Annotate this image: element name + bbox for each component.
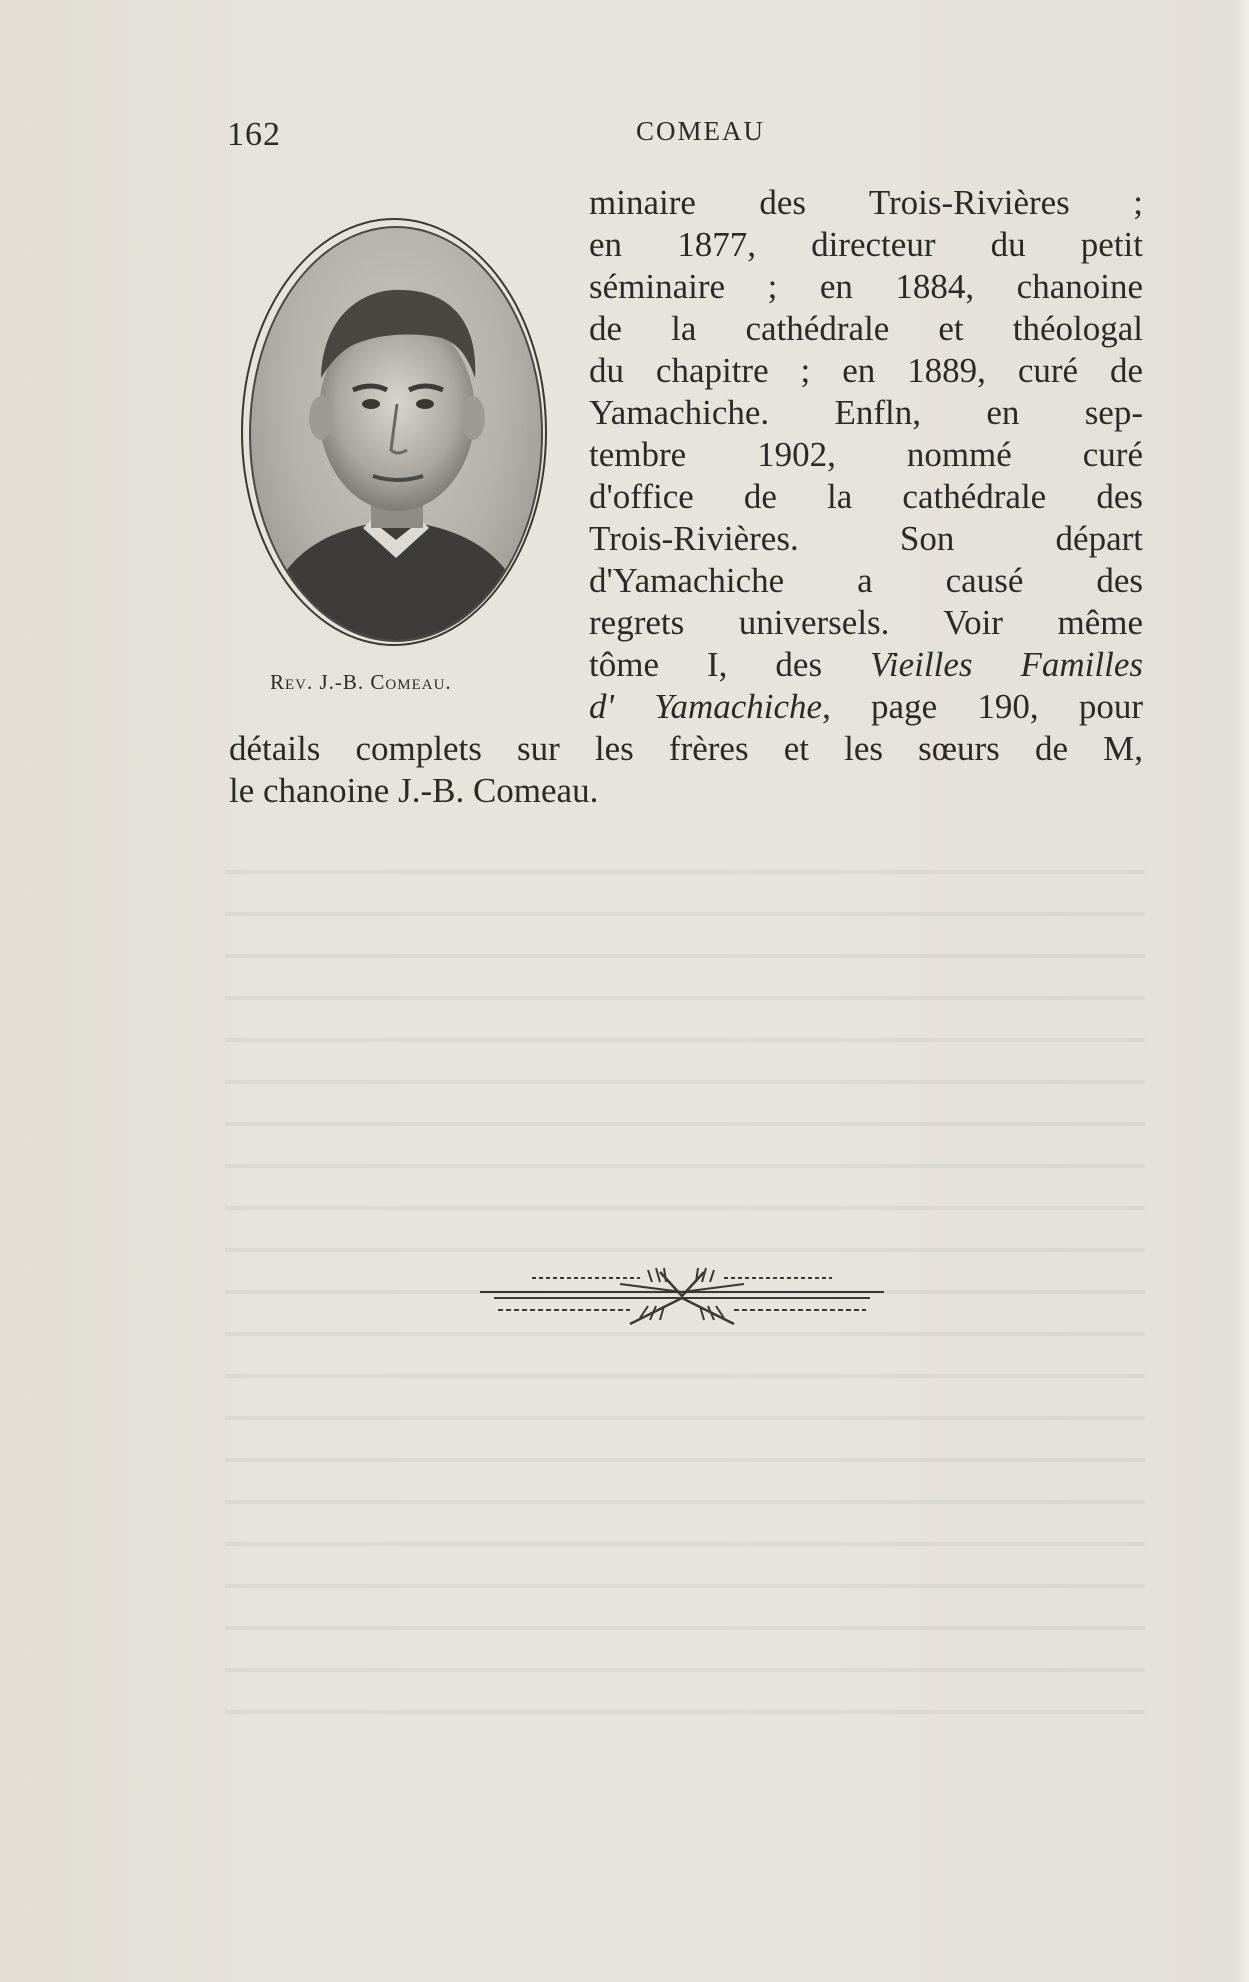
text-fragment: tôme I, des xyxy=(589,645,871,684)
portrait-caption: Rev. J.-B. Comeau. xyxy=(270,670,452,694)
portrait-frame xyxy=(241,218,547,646)
text-line: d'Yamachiche a causé des xyxy=(589,561,1143,600)
text-line-italic-title xyxy=(589,644,1143,686)
book-title-italic: d' Yamachiche xyxy=(589,687,823,726)
decorative-rule-ornament-icon xyxy=(480,1262,884,1334)
text-line: détails complets sur les frères et les sœurs de M, xyxy=(229,729,1143,768)
text-line: en 1877, directeur du petit xyxy=(589,225,1143,264)
text-line: Yamachiche. Enfln, en sep- xyxy=(589,393,1143,432)
portrait-illustration xyxy=(251,228,541,640)
page-number: 162 xyxy=(227,116,281,153)
text-line: séminaire ; en 1884, chanoine xyxy=(589,267,1143,306)
text-line-italic-title xyxy=(589,686,1143,728)
full-width-paragraph xyxy=(229,728,1143,812)
text-line: de la cathédrale et théologal xyxy=(589,309,1143,348)
text-line: du chapitre ; en 1889, curé de xyxy=(589,351,1143,390)
wrapped-paragraph xyxy=(589,182,1143,728)
text-line: le chanoine J.-B. Comeau. xyxy=(229,771,599,810)
text-line: regrets universels. Voir même xyxy=(589,603,1143,642)
book-title-italic: Vieilles Familles xyxy=(870,645,1143,684)
running-head: COMEAU xyxy=(636,116,766,146)
text-line: tembre 1902, nommé curé xyxy=(589,435,1143,474)
portrait-photo xyxy=(249,226,543,642)
text-fragment: , page 190, pour xyxy=(822,687,1143,726)
page-edge xyxy=(1235,0,1249,1982)
text-line: Trois-Rivières. Son départ xyxy=(589,519,1143,558)
text-line: d'office de la cathédrale des xyxy=(589,477,1143,516)
text-line: minaire des Trois-Rivières ; xyxy=(589,183,1143,222)
